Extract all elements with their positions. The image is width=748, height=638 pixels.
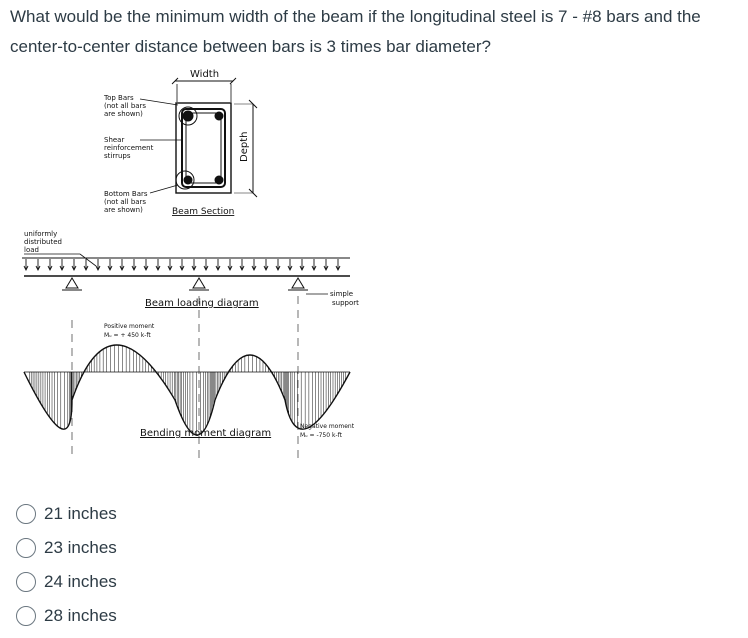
shear-line-2: reinforcement (104, 144, 154, 152)
top-bars-line-1: Top Bars (104, 94, 134, 102)
support-line-1: simple (330, 290, 354, 298)
top-bars-line-2: (not all bars (104, 102, 147, 110)
radio-button[interactable] (16, 504, 36, 524)
load-arrows (24, 259, 340, 270)
radio-button[interactable] (16, 572, 36, 592)
option-23-inches[interactable] (16, 531, 117, 565)
depth-label: Depth (239, 131, 250, 162)
simple-support-label (330, 290, 359, 307)
udl-line-3: load (24, 246, 39, 254)
udl-label (24, 230, 64, 254)
radio-button[interactable] (16, 606, 36, 626)
shear-line-3: stirrups (104, 152, 131, 160)
option-label: 24 inches (44, 572, 117, 591)
support-middle (189, 278, 209, 290)
option-28-inches[interactable] (16, 599, 117, 633)
width-label: Width (190, 69, 220, 80)
radio-button[interactable] (16, 538, 36, 558)
bottom-bars-line-1: Bottom Bars (104, 190, 148, 198)
top-bars-label (103, 94, 148, 118)
positive-moment-label (104, 323, 156, 339)
shear-line-1: Shear (104, 136, 125, 144)
option-label: 23 inches (44, 538, 117, 557)
option-24-inches[interactable] (16, 565, 117, 599)
positive-moment-line-2: Mᵤ = + 450 k-ft (104, 332, 151, 339)
support-right (288, 278, 308, 290)
bottom-bars-label (104, 190, 150, 214)
negative-moment-line-2: Mᵤ = -750 k-ft (300, 432, 342, 439)
negative-moment-line-1: Negative moment (300, 423, 355, 430)
bottom-bars-line-3: are shown) (104, 206, 143, 214)
option-21-inches[interactable] (16, 497, 117, 531)
loading-diagram (22, 254, 350, 294)
question-text: What would be the minimum width of the beam if the longitudinal steel is 7 - #8 bars and the center-to-center distance between bars is 3 times bar diameter? (10, 7, 701, 56)
answer-options (16, 497, 117, 633)
udl-line-1: uniformly (24, 230, 58, 238)
bending-moment-label: Bending moment diagram (140, 428, 272, 439)
support-left (62, 278, 82, 290)
beam-section-label: Beam Section (172, 207, 235, 217)
positive-moment-line-1: Positive moment (104, 323, 155, 330)
option-label: 28 inches (44, 606, 117, 625)
beam-figure (0, 60, 380, 470)
bottom-bars-line-2: (not all bars (104, 198, 147, 206)
beam-loading-label: Beam loading diagram (145, 298, 259, 309)
udl-line-2: distributed (24, 238, 62, 246)
negative-moment-label (300, 423, 356, 439)
top-bars-line-3: are shown) (104, 110, 143, 118)
option-label: 21 inches (44, 504, 117, 523)
support-line-2: support (332, 299, 359, 307)
